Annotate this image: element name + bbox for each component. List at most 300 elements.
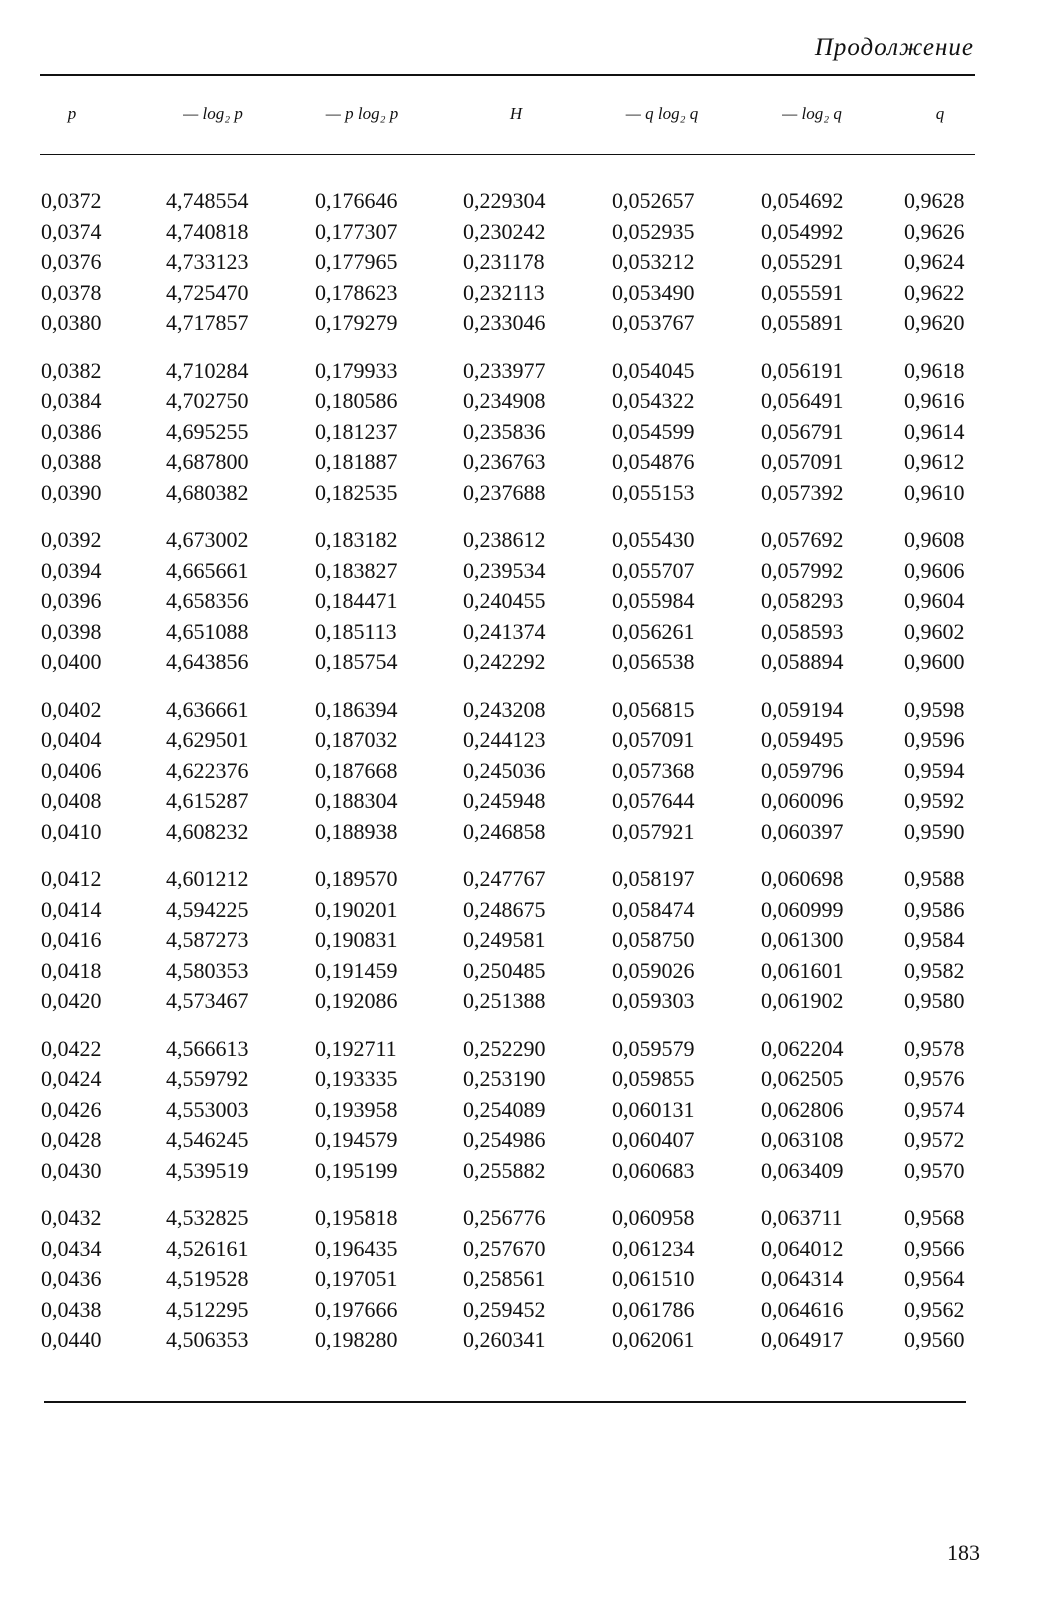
table-cell: 0,178623 xyxy=(315,279,398,305)
table-row xyxy=(0,186,1058,217)
table-cell: 0,9568 xyxy=(904,1205,965,1230)
table-cell: 0,0406 xyxy=(41,757,102,783)
table-cell: 0,058593 xyxy=(761,618,844,644)
table-cell: 0,229304 xyxy=(463,188,546,213)
table-cell: 0,057091 xyxy=(761,449,844,474)
table-cell: 4,695255 xyxy=(166,418,249,444)
table-cell: 0,186394 xyxy=(315,696,398,722)
header-rule xyxy=(40,154,975,155)
table-cell: 0,059855 xyxy=(612,1066,695,1091)
table-cell: 4,573467 xyxy=(166,988,249,1013)
table-cell: 0,9600 xyxy=(904,649,965,674)
header-neg-p-log2-p: — p log₂ p xyxy=(325,104,399,123)
table-row xyxy=(0,356,1058,387)
top-rule xyxy=(40,74,975,76)
table-cell: 0,064917 xyxy=(761,1327,844,1352)
table-row xyxy=(0,1034,1058,1065)
table-cell: 4,512295 xyxy=(166,1296,249,1322)
table-cell: 0,0388 xyxy=(41,449,102,474)
table-cell: 0,196435 xyxy=(315,1235,398,1261)
table-cell: 4,526161 xyxy=(166,1235,249,1261)
table-cell: 4,725470 xyxy=(166,279,249,305)
table-cell: 0,0414 xyxy=(41,896,102,922)
table-cell: 0,9584 xyxy=(904,927,965,952)
table-cell: 4,740818 xyxy=(166,218,249,244)
table-cell: 4,546245 xyxy=(166,1127,249,1152)
table-cell: 0,060397 xyxy=(761,818,844,844)
page-number: 183 xyxy=(947,1540,980,1565)
table-cell: 0,254986 xyxy=(463,1127,546,1152)
table-cell: 0,0434 xyxy=(41,1235,102,1261)
table-row xyxy=(0,386,1058,417)
continuation-label: Продолжение xyxy=(814,34,974,61)
table-cell: 0,059026 xyxy=(612,957,695,983)
table-cell: 0,234908 xyxy=(463,388,546,413)
table-cell: 0,055591 xyxy=(761,279,844,305)
table-cell: 0,236763 xyxy=(463,449,546,474)
table-cell: 0,197666 xyxy=(315,1296,398,1322)
header-h: H xyxy=(509,104,523,123)
table-cell: 0,242292 xyxy=(463,649,546,674)
table-cell: 0,0424 xyxy=(41,1066,102,1091)
table-cell: 4,717857 xyxy=(166,310,249,335)
table-cell: 4,532825 xyxy=(166,1205,249,1230)
table-cell: 0,245948 xyxy=(463,788,546,813)
table-cell: 0,193335 xyxy=(315,1066,398,1091)
table-row xyxy=(0,417,1058,448)
table-cell: 0,9620 xyxy=(904,310,965,335)
table-cell: 0,062204 xyxy=(761,1035,844,1061)
table-cell: 0,257670 xyxy=(463,1235,546,1261)
table-cell: 0,252290 xyxy=(463,1035,546,1061)
table-cell: 0,0436 xyxy=(41,1266,102,1291)
table-row xyxy=(0,647,1058,678)
table-cell: 0,9576 xyxy=(904,1066,965,1091)
table-cell: 0,059194 xyxy=(761,696,844,722)
table-cell: 0,061902 xyxy=(761,988,844,1013)
table-cell: 4,601212 xyxy=(166,866,249,891)
header-neg-log2-q: — log₂ q xyxy=(782,104,842,123)
table-row xyxy=(0,525,1058,556)
table-cell: 0,060683 xyxy=(612,1157,695,1183)
table-cell: 0,060407 xyxy=(612,1127,695,1152)
table-cell: 0,258561 xyxy=(463,1266,546,1291)
table-row xyxy=(0,278,1058,309)
row-group xyxy=(0,186,1058,339)
table-row xyxy=(0,786,1058,817)
table-cell: 0,9614 xyxy=(904,418,965,444)
table-cell: 0,9594 xyxy=(904,757,965,783)
table-cell: 0,192086 xyxy=(315,988,398,1013)
table-cell: 0,0382 xyxy=(41,357,102,383)
table-cell: 0,053212 xyxy=(612,249,695,274)
table-cell: 4,687800 xyxy=(166,449,249,474)
table-cell: 0,9586 xyxy=(904,896,965,922)
table-cell: 0,185754 xyxy=(315,649,398,674)
table-cell: 0,0440 xyxy=(41,1327,102,1352)
table-cell: 4,594225 xyxy=(166,896,249,922)
table-cell: 0,9578 xyxy=(904,1035,965,1061)
table-cell: 0,237688 xyxy=(463,479,546,505)
table-cell: 0,064314 xyxy=(761,1266,844,1291)
table-cell: 0,232113 xyxy=(463,279,545,305)
table-cell: 0,061601 xyxy=(761,957,844,983)
table-cell: 0,063108 xyxy=(761,1127,844,1152)
table-cell: 0,177965 xyxy=(315,249,398,274)
table-cell: 0,9570 xyxy=(904,1157,965,1183)
table-cell: 0,9606 xyxy=(904,557,965,583)
table-cell: 0,0394 xyxy=(41,557,102,583)
table-cell: 0,189570 xyxy=(315,866,398,891)
table-cell: 0,250485 xyxy=(463,957,546,983)
header-p: p xyxy=(67,104,77,123)
table-cell: 0,0426 xyxy=(41,1096,102,1122)
table-row xyxy=(0,447,1058,478)
table-cell: 0,0380 xyxy=(41,310,102,335)
table-body xyxy=(0,186,1058,1373)
table-cell: 0,0400 xyxy=(41,649,102,674)
table-cell: 0,239534 xyxy=(463,557,546,583)
table-cell: 0,0376 xyxy=(41,249,102,274)
table-cell: 0,245036 xyxy=(463,757,546,783)
table-cell: 0,247767 xyxy=(463,866,546,891)
table-cell: 0,184471 xyxy=(315,588,398,613)
table-row xyxy=(0,756,1058,787)
table-cell: 0,259452 xyxy=(463,1296,546,1322)
table-row xyxy=(0,725,1058,756)
table-cell: 0,054045 xyxy=(612,357,695,383)
row-group xyxy=(0,1203,1058,1356)
table-cell: 0,057392 xyxy=(761,479,844,505)
table-cell: 0,9564 xyxy=(904,1266,965,1291)
table-cell: 0,058750 xyxy=(612,927,695,952)
table-cell: 0,181237 xyxy=(315,418,398,444)
table-cell: 0,188938 xyxy=(315,818,398,844)
table-header xyxy=(40,104,975,134)
table-cell: 0,052657 xyxy=(612,188,695,213)
header-neg-q-log2-q: — q log₂ q xyxy=(625,104,699,123)
table-row xyxy=(0,817,1058,848)
table-cell: 0,053490 xyxy=(612,279,695,305)
table-cell: 0,191459 xyxy=(315,957,398,983)
table-cell: 0,190201 xyxy=(315,896,398,922)
table-cell: 0,058894 xyxy=(761,649,844,674)
table-cell: 0,061234 xyxy=(612,1235,695,1261)
table-row xyxy=(0,1125,1058,1156)
table-cell: 0,246858 xyxy=(463,818,546,844)
table-cell: 0,9610 xyxy=(904,479,965,505)
table-cell: 0,198280 xyxy=(315,1327,398,1352)
table-cell: 0,054992 xyxy=(761,218,844,244)
table-cell: 0,9590 xyxy=(904,818,965,844)
table-cell: 0,192711 xyxy=(315,1035,397,1061)
table-cell: 0,0422 xyxy=(41,1035,102,1061)
table-cell: 0,240455 xyxy=(463,588,546,613)
table-cell: 0,0416 xyxy=(41,927,102,952)
table-cell: 0,241374 xyxy=(463,618,546,644)
table-cell: 0,9622 xyxy=(904,279,965,305)
table-cell: 0,235836 xyxy=(463,418,546,444)
table-cell: 0,0390 xyxy=(41,479,102,505)
table-cell: 0,230242 xyxy=(463,218,546,244)
table-cell: 0,056791 xyxy=(761,418,844,444)
table-cell: 0,9588 xyxy=(904,866,965,891)
table-row xyxy=(0,925,1058,956)
table-cell: 0,0384 xyxy=(41,388,102,413)
table-cell: 0,244123 xyxy=(463,727,546,752)
table-cell: 0,183827 xyxy=(315,557,398,583)
table-cell: 4,587273 xyxy=(166,927,249,952)
table-cell: 0,185113 xyxy=(315,618,397,644)
table-cell: 0,9562 xyxy=(904,1296,965,1322)
table-cell: 0,195199 xyxy=(315,1157,398,1183)
table-cell: 0,190831 xyxy=(315,927,398,952)
table-cell: 0,9598 xyxy=(904,696,965,722)
table-row xyxy=(0,1203,1058,1234)
table-cell: 0,064616 xyxy=(761,1296,844,1322)
table-cell: 0,057992 xyxy=(761,557,844,583)
table-row xyxy=(0,695,1058,726)
table-row xyxy=(0,247,1058,278)
table-row xyxy=(0,956,1058,987)
table-cell: 0,251388 xyxy=(463,988,546,1013)
table-cell: 0,0372 xyxy=(41,188,102,213)
table-cell: 0,9616 xyxy=(904,388,965,413)
table-cell: 4,733123 xyxy=(166,249,249,274)
table-row xyxy=(0,895,1058,926)
table-cell: 0,0404 xyxy=(41,727,102,752)
table-cell: 0,187032 xyxy=(315,727,398,752)
table-cell: 0,055984 xyxy=(612,588,695,613)
table-row xyxy=(0,986,1058,1017)
table-cell: 0,197051 xyxy=(315,1266,398,1291)
table-cell: 0,059303 xyxy=(612,988,695,1013)
table-cell: 0,058474 xyxy=(612,896,695,922)
table-cell: 0,9618 xyxy=(904,357,965,383)
table-cell: 4,673002 xyxy=(166,527,249,552)
table-cell: 0,9592 xyxy=(904,788,965,813)
row-group xyxy=(0,525,1058,678)
table-cell: 0,063409 xyxy=(761,1157,844,1183)
table-row xyxy=(0,556,1058,587)
table-cell: 0,0398 xyxy=(41,618,102,644)
table-cell: 0,181887 xyxy=(315,449,398,474)
table-cell: 0,0418 xyxy=(41,957,102,983)
table-cell: 0,9608 xyxy=(904,527,965,552)
table-cell: 0,058197 xyxy=(612,866,695,891)
table-cell: 0,055291 xyxy=(761,249,844,274)
table-cell: 4,615287 xyxy=(166,788,249,813)
table-row xyxy=(0,1234,1058,1265)
table-cell: 0,176646 xyxy=(315,188,398,213)
table-cell: 0,054876 xyxy=(612,449,695,474)
table-cell: 0,059796 xyxy=(761,757,844,783)
table-cell: 4,658356 xyxy=(166,588,249,613)
table-row xyxy=(0,308,1058,339)
table-cell: 0,057921 xyxy=(612,818,695,844)
table-cell: 4,580353 xyxy=(166,957,249,983)
table-cell: 0,194579 xyxy=(315,1127,398,1152)
table-cell: 0,0396 xyxy=(41,588,102,613)
table-cell: 0,060999 xyxy=(761,896,844,922)
table-cell: 0,059495 xyxy=(761,727,844,752)
table-cell: 0,055153 xyxy=(612,479,695,505)
table-cell: 0,059579 xyxy=(612,1035,695,1061)
table-cell: 0,9566 xyxy=(904,1235,965,1261)
table-row xyxy=(0,1295,1058,1326)
table-cell: 0,9626 xyxy=(904,218,965,244)
table-cell: 0,9628 xyxy=(904,188,965,213)
table-cell: 4,539519 xyxy=(166,1157,249,1183)
table-cell: 0,0428 xyxy=(41,1127,102,1152)
table-cell: 0,0432 xyxy=(41,1205,102,1230)
table-cell: 0,054599 xyxy=(612,418,695,444)
table-cell: 0,064012 xyxy=(761,1235,844,1261)
table-cell: 0,9574 xyxy=(904,1096,965,1122)
table-cell: 0,0386 xyxy=(41,418,102,444)
table-cell: 4,608232 xyxy=(166,818,249,844)
table-cell: 0,060958 xyxy=(612,1205,695,1230)
table-cell: 0,187668 xyxy=(315,757,398,783)
table-cell: 0,260341 xyxy=(463,1327,546,1352)
table-cell: 0,0420 xyxy=(41,988,102,1013)
table-row xyxy=(0,864,1058,895)
table-cell: 0,243208 xyxy=(463,696,546,722)
table-cell: 0,063711 xyxy=(761,1205,843,1230)
table-cell: 0,177307 xyxy=(315,218,398,244)
table-cell: 0,058293 xyxy=(761,588,844,613)
table-cell: 0,0438 xyxy=(41,1296,102,1322)
table-cell: 0,249581 xyxy=(463,927,546,952)
table-row xyxy=(0,1156,1058,1187)
table-cell: 0,0378 xyxy=(41,279,102,305)
table-row xyxy=(0,1325,1058,1356)
table-row xyxy=(0,217,1058,248)
table-cell: 4,643856 xyxy=(166,649,249,674)
table-cell: 4,629501 xyxy=(166,727,249,752)
table-cell: 0,238612 xyxy=(463,527,546,552)
table-cell: 0,231178 xyxy=(463,249,545,274)
table-row xyxy=(0,617,1058,648)
table-cell: 0,053767 xyxy=(612,310,695,335)
table-cell: 0,9596 xyxy=(904,727,965,752)
table-cell: 0,9580 xyxy=(904,988,965,1013)
table-cell: 0,060096 xyxy=(761,788,844,813)
row-group xyxy=(0,695,1058,848)
table-cell: 0,9602 xyxy=(904,618,965,644)
table-cell: 0,062806 xyxy=(761,1096,844,1122)
table-cell: 4,622376 xyxy=(166,757,249,783)
bottom-rule xyxy=(44,1401,966,1403)
row-group xyxy=(0,1034,1058,1187)
table-cell: 0,054692 xyxy=(761,188,844,213)
table-cell: 0,179279 xyxy=(315,310,398,335)
row-group xyxy=(0,864,1058,1017)
table-cell: 0,057091 xyxy=(612,727,695,752)
table-cell: 0,056538 xyxy=(612,649,695,674)
table-row xyxy=(0,586,1058,617)
table-cell: 0,0392 xyxy=(41,527,102,552)
table-cell: 0,254089 xyxy=(463,1096,546,1122)
table-cell: 0,179933 xyxy=(315,357,398,383)
table-cell: 0,255882 xyxy=(463,1157,546,1183)
table-cell: 0,9624 xyxy=(904,249,965,274)
table-cell: 4,553003 xyxy=(166,1096,249,1122)
table-cell: 0,054322 xyxy=(612,388,695,413)
table-cell: 0,057644 xyxy=(612,788,695,813)
table-cell: 0,195818 xyxy=(315,1205,398,1230)
table-cell: 4,702750 xyxy=(166,388,249,413)
table-cell: 0,182535 xyxy=(315,479,398,505)
table-cell: 0,0410 xyxy=(41,818,102,844)
table-cell: 0,0408 xyxy=(41,788,102,813)
row-group xyxy=(0,356,1058,509)
table-cell: 0,253190 xyxy=(463,1066,546,1091)
table-cell: 0,9560 xyxy=(904,1327,965,1352)
table-cell: 0,057692 xyxy=(761,527,844,552)
table-cell: 0,060131 xyxy=(612,1096,695,1122)
table-cell: 0,193958 xyxy=(315,1096,398,1122)
header-q: q xyxy=(935,104,945,123)
table-cell: 0,9572 xyxy=(904,1127,965,1152)
table-cell: 0,055430 xyxy=(612,527,695,552)
table-cell: 0,180586 xyxy=(315,388,398,413)
table-cell: 0,057368 xyxy=(612,757,695,783)
table-cell: 0,060698 xyxy=(761,866,844,891)
table-cell: 4,748554 xyxy=(166,188,249,213)
table-cell: 0,188304 xyxy=(315,788,398,813)
table-row xyxy=(0,1264,1058,1295)
table-cell: 0,9582 xyxy=(904,957,965,983)
table-cell: 0,0402 xyxy=(41,696,102,722)
header-neg-log2-p: — log₂ p xyxy=(183,104,243,123)
table-cell: 4,710284 xyxy=(166,357,249,383)
table-cell: 0,056491 xyxy=(761,388,844,413)
table-cell: 0,256776 xyxy=(463,1205,546,1230)
table-cell: 0,0374 xyxy=(41,218,102,244)
table-cell: 0,062061 xyxy=(612,1327,695,1352)
table-row xyxy=(0,1064,1058,1095)
table-cell: 0,9612 xyxy=(904,449,965,474)
table-cell: 4,566613 xyxy=(166,1035,249,1061)
table-cell: 0,061510 xyxy=(612,1266,695,1291)
table-cell: 4,519528 xyxy=(166,1266,249,1291)
table-cell: 0,055707 xyxy=(612,557,695,583)
table-cell: 0,061786 xyxy=(612,1296,695,1322)
table-cell: 4,506353 xyxy=(166,1327,249,1352)
table-cell: 4,665661 xyxy=(166,557,249,583)
table-cell: 0,248675 xyxy=(463,896,546,922)
table-cell: 0,052935 xyxy=(612,218,695,244)
table-cell: 0,056815 xyxy=(612,696,695,722)
table-cell: 0,9604 xyxy=(904,588,965,613)
table-cell: 4,651088 xyxy=(166,618,249,644)
table-cell: 4,559792 xyxy=(166,1066,249,1091)
table-cell: 0,233046 xyxy=(463,310,546,335)
table-cell: 0,0430 xyxy=(41,1157,102,1183)
table-cell: 0,061300 xyxy=(761,927,844,952)
table-cell: 4,680382 xyxy=(166,479,249,505)
table-cell: 0,056191 xyxy=(761,357,844,383)
table-cell: 0,183182 xyxy=(315,527,398,552)
table-row xyxy=(0,1095,1058,1126)
table-cell: 0,233977 xyxy=(463,357,546,383)
table-cell: 0,055891 xyxy=(761,310,844,335)
table-row xyxy=(0,478,1058,509)
table-cell: 4,636661 xyxy=(166,696,249,722)
table-cell: 0,0412 xyxy=(41,866,102,891)
table-cell: 0,062505 xyxy=(761,1066,844,1091)
